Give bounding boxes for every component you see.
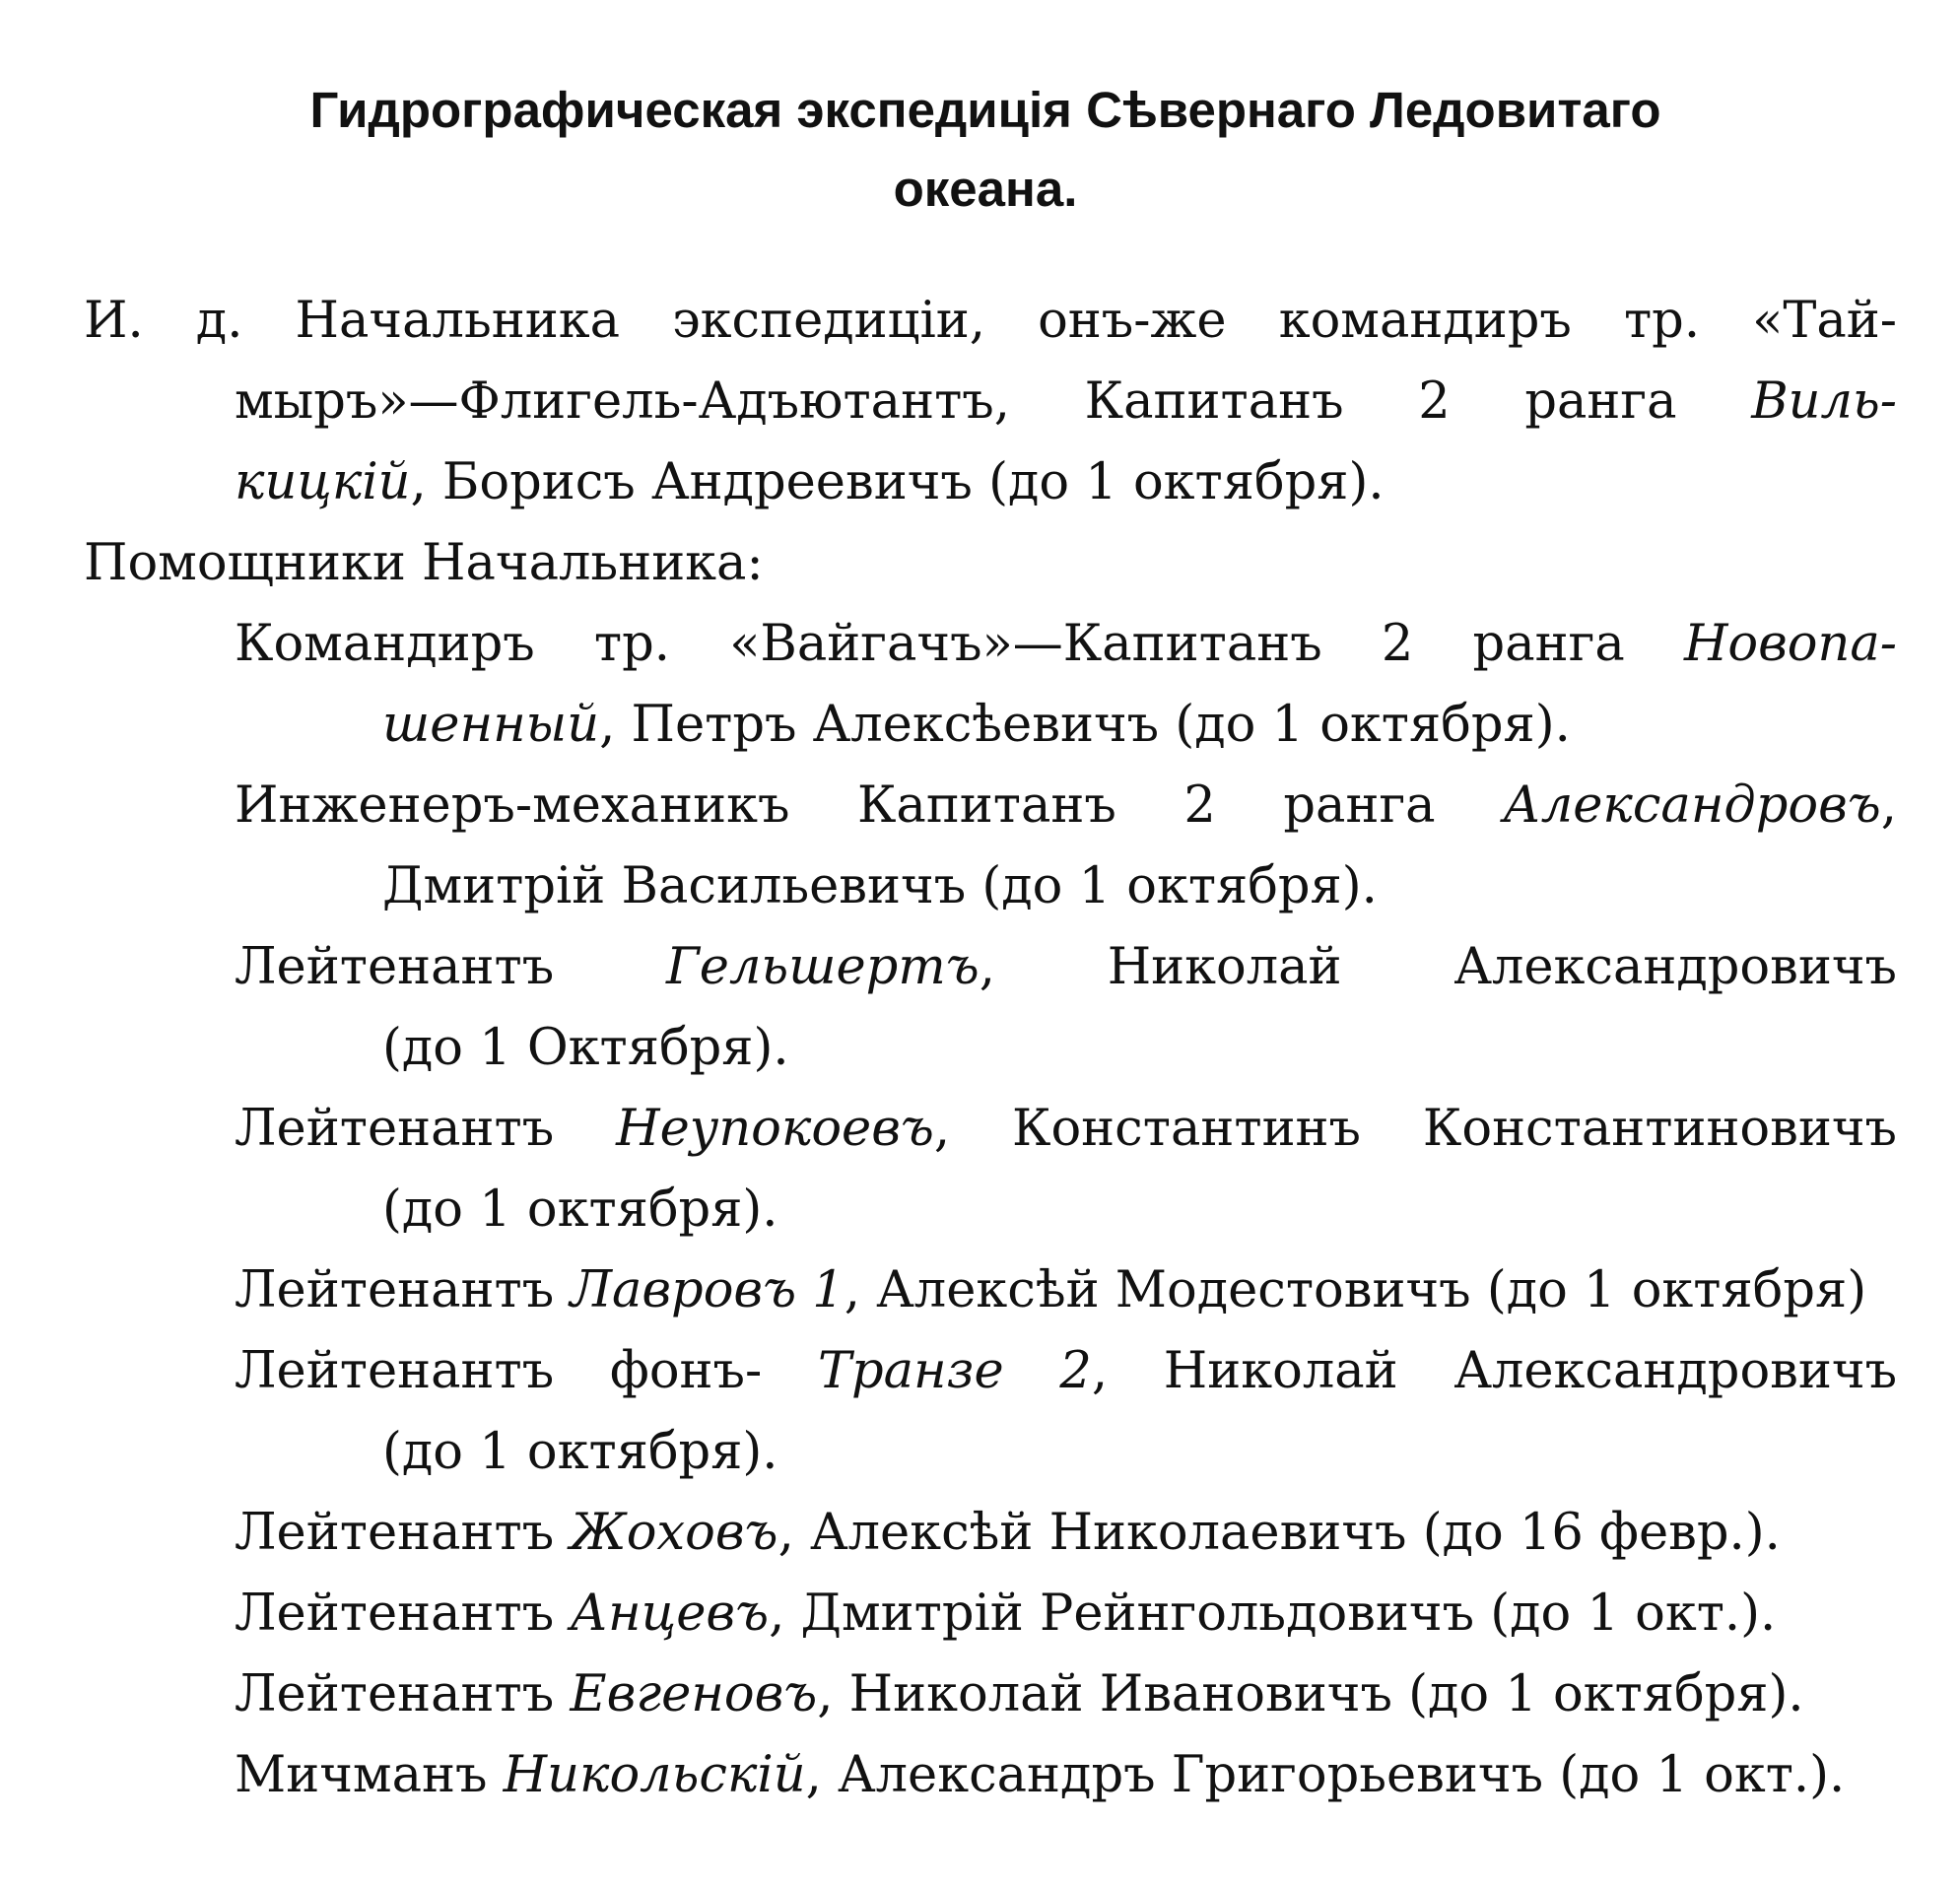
entry-5-rank: Лейтенантъ	[235, 1261, 555, 1319]
entry-3-surname: Гельшертъ	[666, 938, 980, 996]
entry-4-line-1	[235, 1090, 1897, 1169]
entry-6-rank: Лейтенантъ фонъ-	[235, 1342, 763, 1400]
entry-7-surname: Жоховъ	[570, 1504, 778, 1562]
entry-9-rank: Лейтенантъ	[235, 1665, 555, 1723]
entry-7-details: , Алексѣй Николаевичъ (до 16 февр.).	[777, 1504, 1781, 1562]
entry-3-line-1	[235, 928, 1897, 1007]
chief-surname-part-2: кицкій	[235, 453, 411, 511]
entry-6-given-names: , Николай Александровичъ	[1091, 1342, 1897, 1400]
chief-line-1-text: И. д. Начальника экспедиціи, онъ-же командиръ тр. «Тай-	[84, 292, 1897, 350]
chief-entry-line-2	[235, 363, 1897, 441]
entry-2-line-2: Дмитрій Васильевичъ (до 1 октября).	[382, 857, 1378, 915]
entry-1-line-1	[235, 605, 1897, 684]
entry-9-line-1	[235, 1655, 1804, 1734]
entry-4-given-names: , Константинъ Константиновичъ	[933, 1100, 1897, 1158]
entry-1-surname-cont: шенный	[382, 696, 600, 754]
document-title-line-2: океана.	[893, 161, 1078, 217]
entry-5-surname: Лавровъ 1	[570, 1261, 845, 1319]
entry-10-rank: Мичманъ	[235, 1746, 488, 1804]
entry-6-line-2: (до 1 октября).	[382, 1423, 778, 1481]
entry-7-line-1	[235, 1494, 1781, 1573]
assistants-heading: Помощники Начальника:	[84, 534, 764, 592]
entry-4-rank: Лейтенантъ	[235, 1100, 555, 1158]
entry-2-line-1	[235, 767, 1897, 845]
entry-2-surname: Александровъ	[1503, 776, 1881, 835]
entry-10-details: , Александръ Григорьевичъ (до 1 окт.).	[805, 1746, 1846, 1804]
entry-10-line-1	[235, 1736, 1845, 1815]
chief-surname-part-1: Виль-	[1751, 372, 1897, 431]
entry-9-surname: Евгеновъ	[570, 1665, 818, 1723]
entry-1-line-2	[382, 686, 1571, 765]
entry-3-line-2: (до 1 Октября).	[382, 1019, 789, 1077]
entry-5-details: , Алексѣй Модестовичъ (до 1 октября)	[844, 1261, 1867, 1319]
entry-4-line-2: (до 1 октября).	[382, 1181, 778, 1239]
entry-1-details: , Петръ Алексѣевичъ (до 1 октября).	[599, 696, 1571, 754]
entry-5-line-1	[235, 1251, 1866, 1330]
entry-4-surname: Неупокоевъ	[616, 1100, 934, 1158]
entry-8-line-1	[235, 1575, 1776, 1654]
entry-1-rank: Командиръ тр. «Вайгачъ»—Капитанъ 2 ранга	[235, 615, 1625, 673]
entry-2-rank: Инженеръ-механикъ Капитанъ 2 ранга	[235, 776, 1436, 835]
entry-6-surname: Транзе 2	[817, 1342, 1092, 1400]
chief-line-3-text: , Борисъ Андреевичъ (до 1 октября).	[410, 453, 1385, 511]
entry-8-details: , Дмитрій Рейнгольдовичъ (до 1 окт.).	[769, 1585, 1777, 1643]
entry-7-rank: Лейтенантъ	[235, 1504, 555, 1562]
entry-8-rank: Лейтенантъ	[235, 1585, 555, 1643]
entry-10-surname: Никольскій	[503, 1746, 806, 1804]
chief-line-2-text: мыръ»—Флигель-Адъютантъ, Капитанъ 2 ранга	[235, 372, 1677, 431]
entry-9-details: , Николай Ивановичъ (до 1 октября).	[817, 1665, 1804, 1723]
entry-8-surname: Анцевъ	[570, 1585, 770, 1643]
chief-entry-line-3	[235, 443, 1385, 522]
entry-3-rank: Лейтенантъ	[235, 938, 555, 996]
entry-1-surname: Новопа-	[1683, 615, 1897, 673]
document-title-line-1: Гидрографическая экспедиція Сѣвернаго Ледовитаго	[309, 82, 1661, 138]
entry-6-line-1	[235, 1332, 1897, 1411]
entry-2-comma: ,	[1880, 776, 1897, 835]
chief-entry-line-1	[84, 282, 1897, 361]
entry-3-given-names: , Николай Александровичъ	[979, 938, 1897, 996]
